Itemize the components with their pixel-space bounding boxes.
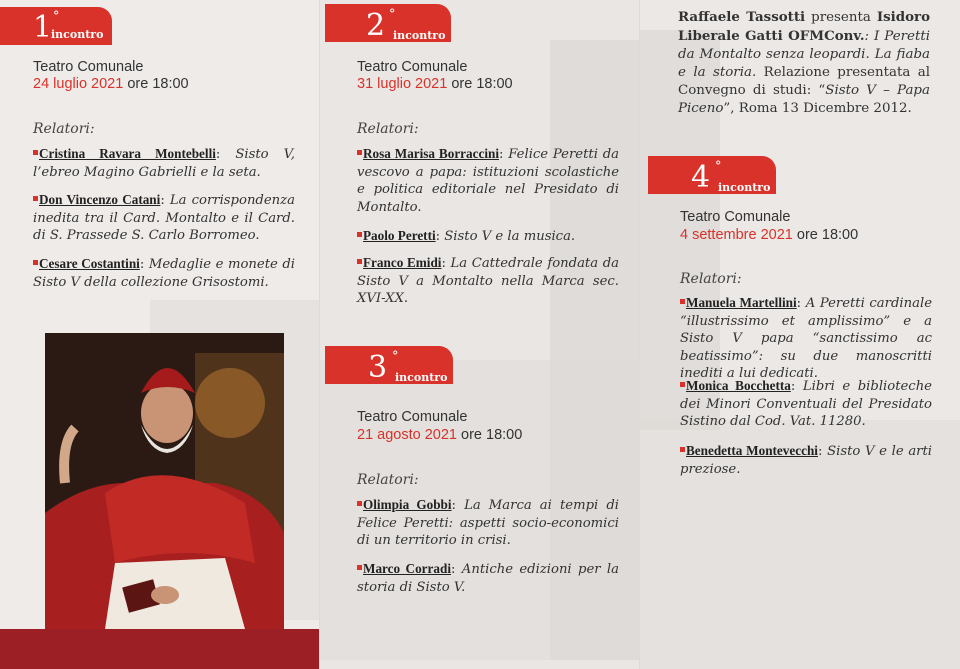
badge-degree: ° <box>392 349 399 364</box>
date: 31 luglio 2021 <box>357 76 448 92</box>
badge-word: incontro <box>393 29 446 42</box>
author-name: Isidoro Liberale Gatti OFMConv. <box>678 9 930 44</box>
relatori-label: Relatori: <box>357 472 419 488</box>
talk-title: La Marca ai tempi di Felice Peretti: aspetti socio-economici di un territorio in crisi. <box>357 498 619 548</box>
meeting-badge-3 <box>325 346 453 384</box>
talk-title: Sisto V e la musica. <box>444 229 576 244</box>
speaker-entry: Paolo Peretti: Sisto V e la musica. <box>357 227 619 246</box>
badge-number: 2 <box>366 8 386 43</box>
badge-word: incontro <box>395 371 448 384</box>
presentation-note <box>678 8 930 118</box>
talk-title: La corrispondenza inedita tra il Card. Montalto e il Card. di S. Prassede S. Carlo Borromeo. <box>33 193 295 243</box>
talk-title: Libri e biblioteche dei Minori Conventuali del Presidato Sistino dal Cod. Vat. 11280. <box>680 379 932 429</box>
speaker-entry: Marco Corradi: Antiche edizioni per la storia di Sisto V. <box>357 561 619 595</box>
speaker-name: Paolo Peretti <box>363 228 436 243</box>
badge-number: 4 <box>691 160 711 195</box>
bullet-square <box>357 150 362 155</box>
pope-portrait-painting <box>45 333 284 629</box>
meeting-badge-2 <box>325 4 451 42</box>
speaker-name: Benedetta Montevecchi <box>686 443 818 458</box>
date: 24 luglio 2021 <box>33 76 124 92</box>
relatori-label: Relatori: <box>33 121 95 137</box>
relatori-label: Relatori: <box>680 271 742 287</box>
event-title: Sisto V – Papa Piceno <box>678 83 930 116</box>
panel-first-meeting <box>0 0 320 669</box>
speaker-name: Franco Emidi <box>363 255 442 270</box>
note-text: Relazione presentata al Convegno di studi: “ <box>678 65 930 98</box>
speaker-entry: Olimpia Gobbi: La Marca ai tempi di Felice Peretti: aspetti socio-economici di un territorio in crisi. <box>357 497 619 548</box>
speaker-entry: Manuela Martellini: A Peretti cardinale “illustrissimo et amplissimo” e a Sisto V papa “sanctissimo ac beatissimo”: su due manoscritti inediti a lui dedicati. <box>680 295 933 381</box>
talk-title: La Cattedrale fondata da Sisto V a Montalto nella Marca sec. XVI-XX. <box>357 256 620 306</box>
bullet-square <box>680 447 685 452</box>
bullet-square <box>33 260 38 265</box>
talk-title: Medaglie e monete di Sisto V della collezione Grisostomi. <box>33 257 295 290</box>
badge-word: incontro <box>51 28 104 41</box>
badge-number: 1 <box>33 10 53 45</box>
speaker-entry: Cristina Ravara Montebelli: Sisto V, l’ebreo Magino Gabrielli e la seta. <box>33 146 295 180</box>
speaker-entry: Franco Emidi: La Cattedrale fondata da Sisto V a Montalto nella Marca sec. XVI-XX. <box>357 255 620 306</box>
talk-title: Sisto V, l’ebreo Magino Gabrielli e la seta. <box>33 147 295 180</box>
bullet-square <box>33 196 38 201</box>
date-line <box>357 76 513 92</box>
bullet-square <box>357 565 362 570</box>
bullet-square <box>357 259 362 264</box>
panel-second-third-meeting <box>320 0 640 669</box>
date-line <box>680 227 858 243</box>
time: ore 18:00 <box>451 76 513 92</box>
presenter-name: Raffaele Tassotti <box>678 9 806 25</box>
venue: Teatro Comunale <box>680 209 791 225</box>
relatori-label: Relatori: <box>357 121 419 137</box>
badge-degree: ° <box>715 159 722 174</box>
speaker-entry: Benedetta Montevecchi: Sisto V e le arti preziose. <box>680 443 932 477</box>
venue: Teatro Comunale <box>357 59 468 75</box>
speaker-name: Cristina Ravara Montebelli <box>39 146 216 161</box>
date: 21 agosto 2021 <box>357 427 457 443</box>
time: ore 18:00 <box>461 427 523 443</box>
badge-degree: ° <box>389 7 396 22</box>
talk-title: Antiche edizioni per la storia di Sisto V. <box>357 562 619 595</box>
speaker-entry: Rosa Marisa Borraccini: Felice Peretti da vescovo a papa: istituzioni scolastiche e politica editoriale nel Presidato di Montalto. <box>357 146 620 215</box>
speaker-name: Don Vincenzo Catani <box>39 192 161 207</box>
speaker-entry: Cesare Costantini: Medaglie e monete di Sisto V della collezione Grisostomi. <box>33 256 295 290</box>
talk-title: A Peretti cardinale “illustrissimo et amplissimo” e a Sisto V papa “sanctissimo ac beatissimo”: su due manoscritti inediti a lui dedicati. <box>680 296 933 381</box>
badge-degree: ° <box>53 9 60 24</box>
portrait-illustration <box>45 333 284 629</box>
venue: Teatro Comunale <box>33 59 144 75</box>
bullet-square <box>33 150 38 155</box>
badge-word: incontro <box>718 181 771 194</box>
time: ore 18:00 <box>127 76 189 92</box>
panel-fourth-meeting <box>640 0 960 669</box>
bullet-square <box>680 299 685 304</box>
speaker-entry: Don Vincenzo Catani: La corrispondenza inedita tra il Card. Montalto e il Card. di S. Prassede S. Carlo Borromeo. <box>33 192 295 243</box>
meeting-badge-4 <box>648 156 776 194</box>
note-text-end: ”, Roma 13 Dicembre 2012. <box>723 101 912 116</box>
badge-number: 3 <box>368 350 388 385</box>
speaker-name: Monica Bocchetta <box>686 378 791 393</box>
speaker-name: Manuela Martellini <box>686 295 797 310</box>
presents-word: presenta <box>805 10 877 25</box>
time: ore 18:00 <box>796 227 859 243</box>
date: 4 settembre 2021 <box>680 227 793 243</box>
speaker-name: Marco Corradi <box>363 561 451 576</box>
date-line <box>33 76 189 92</box>
bullet-square <box>680 382 685 387</box>
talk-title: Sisto V e le arti preziose. <box>680 444 932 477</box>
work-title: : I Peretti da Montalto senza leopardi. La fiaba e la storia. <box>678 29 930 80</box>
speaker-entry: Monica Bocchetta: Libri e biblioteche dei Minori Conventuali del Presidato Sistino dal Cod. Vat. 11280. <box>680 378 932 429</box>
bullet-square <box>357 501 362 506</box>
speaker-name: Cesare Costantini <box>39 256 140 271</box>
date-line <box>357 427 522 443</box>
bottom-red-bar <box>0 629 320 669</box>
speaker-name: Olimpia Gobbi <box>363 497 452 512</box>
speaker-name: Rosa Marisa Borraccini <box>363 146 499 161</box>
meeting-badge-1 <box>0 7 112 45</box>
venue: Teatro Comunale <box>357 409 468 425</box>
talk-title: Felice Peretti da vescovo a papa: istituzioni scolastiche e politica editoriale nel Presidato di Montalto. <box>357 147 620 215</box>
bullet-square <box>357 232 362 237</box>
